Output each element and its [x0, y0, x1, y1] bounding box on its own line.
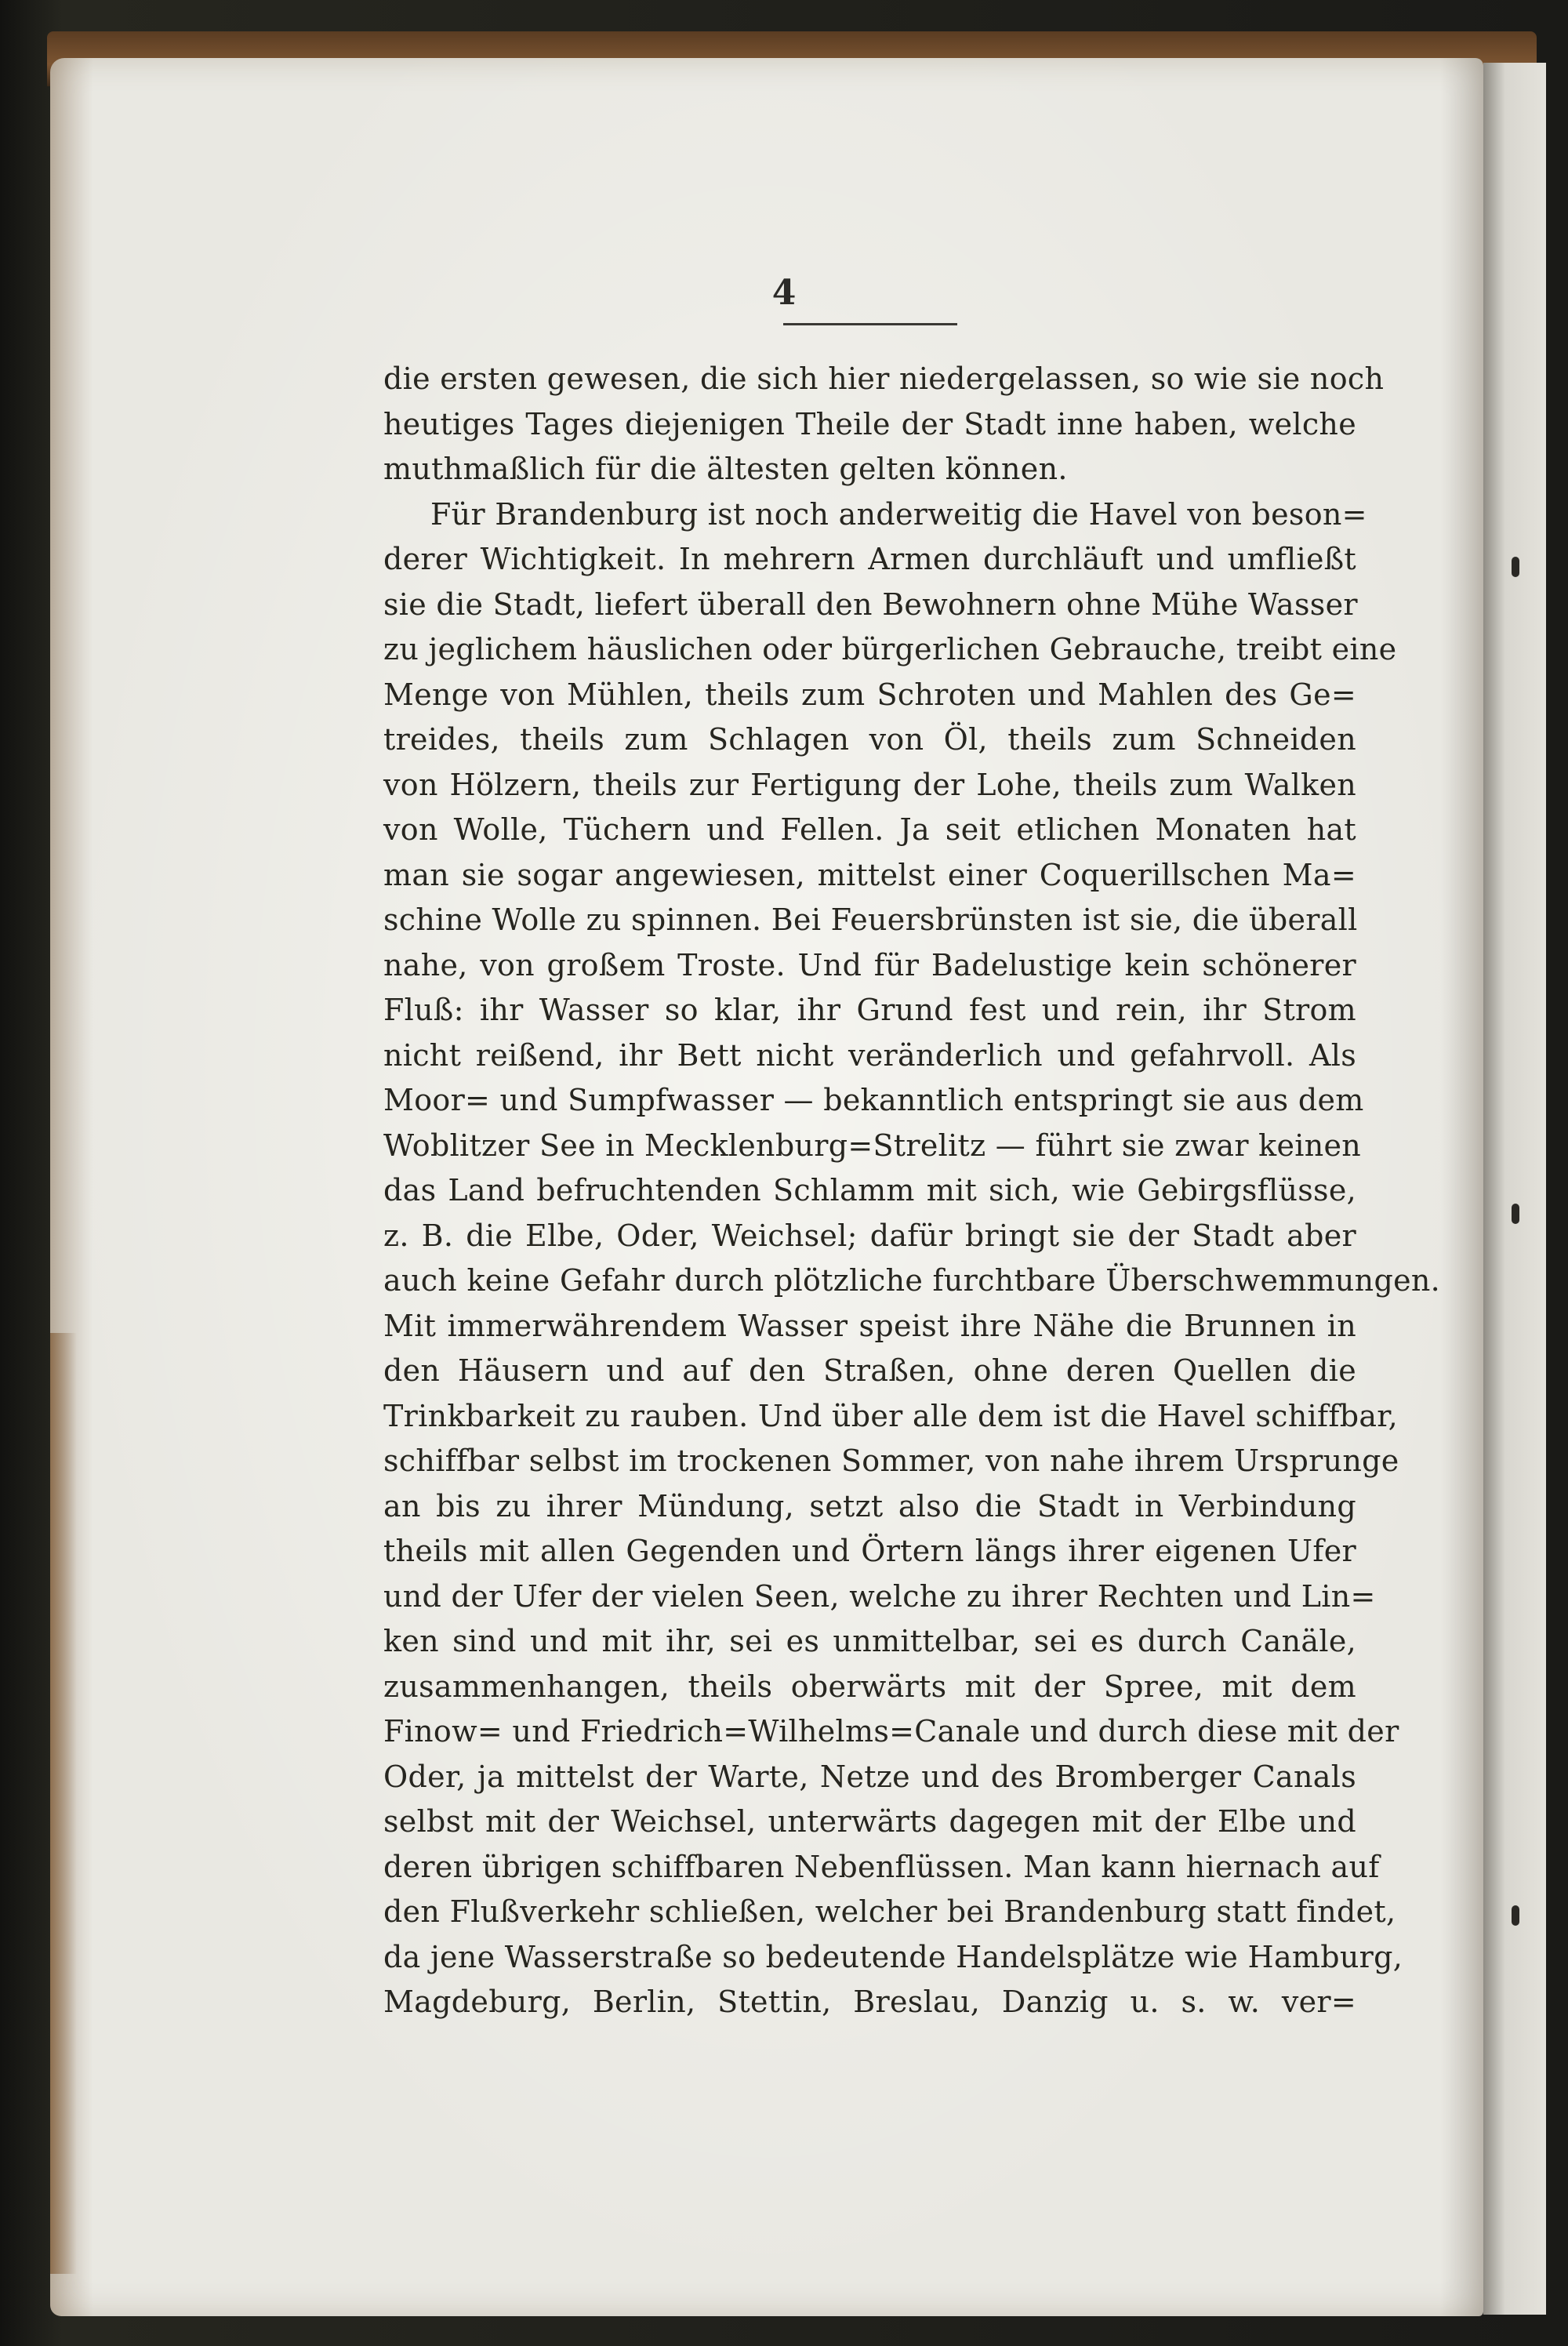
page-number-rule: [783, 323, 957, 325]
text-line: auch keine Gefahr durch plötzliche furchtbare Überschwemmungen.: [383, 1263, 1441, 1298]
text-line: Woblitzer See in Mecklenburg=Strelitz — führt sie zwar keinen: [383, 1128, 1362, 1163]
text-line: man sie sogar angewiesen, mittelst einer Coquerillschen Ma=: [383, 857, 1356, 892]
next-page-mark: [1512, 1204, 1519, 1224]
text-line: selbst mit der Weichsel, unterwärts dagegen mit der Elbe und: [383, 1804, 1356, 1839]
text-line: Oder, ja mittelst der Warte, Netze und des Bromberger Canals: [383, 1759, 1356, 1794]
text-line: nahe, von großem Troste. Und für Badelustige kein schönerer: [383, 947, 1356, 982]
text-line: Mit immerwährendem Wasser speist ihre Nähe die Brunnen in: [383, 1308, 1356, 1343]
text-line: deren übrigen schiffbaren Nebenflüssen. Man kann hiernach auf: [383, 1849, 1380, 1884]
text-line: schine Wolle zu spinnen. Bei Feuersbrünsten ist sie, die überall: [383, 902, 1358, 937]
next-page-mark: [1512, 557, 1519, 577]
text-line: an bis zu ihrer Mündung, setzt also die Stadt in Verbindung: [383, 1488, 1356, 1523]
text-line: von Wolle, Tüchern und Fellen. Ja seit etlichen Monaten hat: [383, 812, 1356, 847]
text-line: den Flußverkehr schließen, welcher bei Brandenburg statt findet,: [383, 1894, 1396, 1929]
page-stain: [50, 1333, 77, 2274]
next-page-mark: [1512, 1905, 1519, 1926]
text-line: und der Ufer der vielen Seen, welche zu ihrer Rechten und Lin=: [383, 1578, 1376, 1614]
text-line: muthmaßlich für die ältesten gelten können.: [383, 452, 1068, 486]
text-line: treides, theils zum Schlagen von Öl, theils zum Schneiden: [383, 722, 1356, 757]
text-line: die ersten gewesen, die sich hier niedergelassen, so wie sie noch: [383, 361, 1385, 396]
text-line: sie die Stadt, liefert überall den Bewohnern ohne Mühe Wasser: [383, 586, 1358, 622]
page-body-text: [383, 357, 1441, 2025]
text-line: derer Wichtigkeit. In mehrern Armen durchläuft und umfließt: [383, 542, 1356, 576]
next-page-edge: [1483, 63, 1546, 2315]
text-line: ken sind und mit ihr, sei es unmittelbar, sei es durch Canäle,: [383, 1624, 1356, 1658]
text-line: nicht reißend, ihr Bett nicht veränderlich und gefahrvoll. Als: [383, 1037, 1356, 1073]
text-line: von Hölzern, theils zur Fertigung der Lohe, theils zum Walken: [383, 767, 1356, 802]
text-line: Finow= und Friedrich=Wilhelms=Canale und durch diese mit der: [383, 1714, 1399, 1749]
text-line: z. B. die Elbe, Oder, Weichsel; dafür bringt sie der Stadt aber: [383, 1218, 1356, 1253]
text-line: Magdeburg, Berlin, Stettin, Breslau, Danzig u. s. w. ver=: [383, 1985, 1356, 2019]
text-line: schiffbar selbst im trockenen Sommer, von nahe ihrem Ursprunge: [383, 1444, 1399, 1478]
text-line: Moor= und Sumpfwasser — bekanntlich entspringt sie aus dem: [383, 1083, 1364, 1117]
text-line: Trinkbarkeit zu rauben. Und über alle dem ist die Havel schiffbar,: [383, 1398, 1398, 1433]
text-line: den Häusern und auf den Straßen, ohne deren Quellen die: [383, 1353, 1356, 1388]
text-line: das Land befruchtenden Schlamm mit sich, wie Gebirgsflüsse,: [383, 1173, 1356, 1208]
text-line: zusammenhangen, theils oberwärts mit der Spree, mit dem: [383, 1669, 1356, 1704]
text-line: theils mit allen Gegenden und Örtern längs ihrer eigenen Ufer: [383, 1534, 1356, 1568]
text-line: da jene Wasserstraße so bedeutende Handelsplätze wie Hamburg,: [383, 1939, 1403, 1974]
text-line: Menge von Mühlen, theils zum Schroten und Mahlen des Ge=: [383, 677, 1356, 712]
page-number: 4: [771, 273, 797, 313]
text-line: Fluß: ihr Wasser so klar, ihr Grund fest und rein, ihr Strom: [383, 993, 1356, 1027]
text-line: heutiges Tages diejenigen Theile der Stadt inne haben, welche: [383, 406, 1356, 441]
text-line: Für Brandenburg ist noch anderweitig die Havel von beson=: [430, 496, 1367, 532]
text-line: zu jeglichem häuslichen oder bürgerlichen Gebrauche, treibt eine: [383, 632, 1397, 666]
